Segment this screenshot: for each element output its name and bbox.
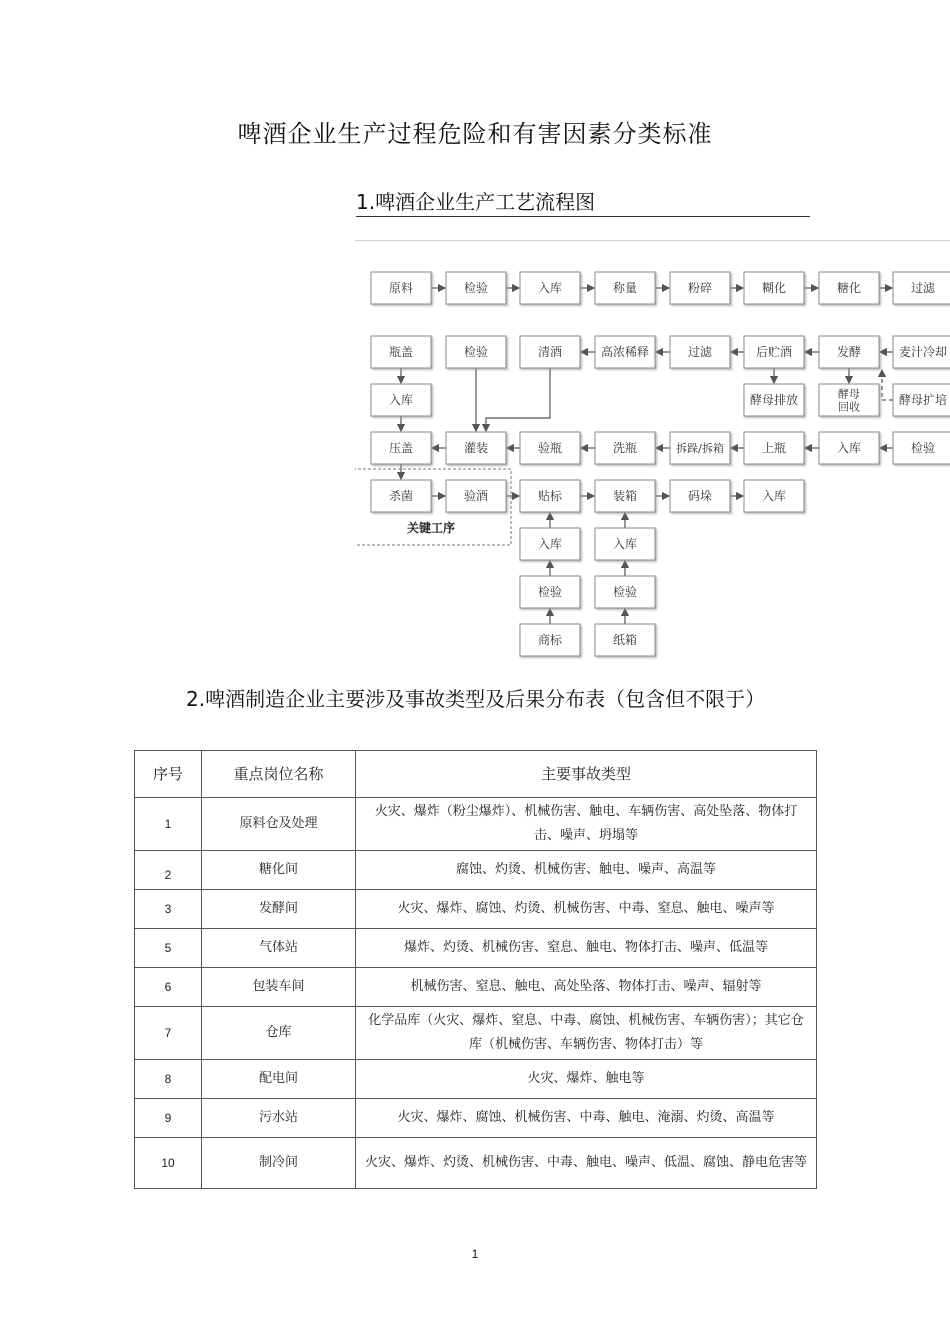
flow-node bbox=[446, 432, 506, 464]
flow-node bbox=[595, 528, 655, 560]
flow-node-label: 糖化 bbox=[836, 281, 862, 295]
row-no: 9 bbox=[135, 1099, 202, 1138]
table-row bbox=[135, 1007, 817, 1060]
flow-node-label: 清酒 bbox=[537, 345, 563, 359]
flow-node-label: 称量 bbox=[612, 281, 638, 295]
flow-node-label: 纸箱 bbox=[612, 633, 638, 647]
col-header-accidents: 主要事故类型 bbox=[356, 751, 817, 798]
row-accidents: 火灾、爆炸、触电等 bbox=[356, 1060, 817, 1099]
flow-node-label: 糊化 bbox=[761, 281, 787, 295]
flow-node-label: 检验 bbox=[612, 585, 638, 599]
row-accidents: 爆炸、灼烫、机械伤害、窒息、触电、物体打击、噪声、低温等 bbox=[356, 929, 817, 968]
table-row bbox=[135, 798, 817, 851]
flow-node-label: 入库 bbox=[836, 441, 862, 455]
flow-node bbox=[670, 272, 730, 304]
flow-node bbox=[371, 480, 431, 512]
flow-node bbox=[744, 272, 804, 304]
row-post: 包装车间 bbox=[202, 968, 356, 1007]
flow-node bbox=[744, 432, 804, 464]
flow-node-label: 压盖 bbox=[388, 441, 414, 455]
row-no: 7 bbox=[135, 1007, 202, 1060]
row-post: 糖化间 bbox=[202, 851, 356, 890]
flow-node-label: 酵母排放 bbox=[749, 393, 799, 407]
col-header-no: 序号 bbox=[135, 751, 202, 798]
row-post: 气体站 bbox=[202, 929, 356, 968]
row-post: 仓库 bbox=[202, 1007, 356, 1060]
flow-node-label: 入库 bbox=[537, 537, 563, 551]
row-accidents: 火灾、爆炸、灼烫、机械伤害、中毒、触电、噪声、低温、腐蚀、静电危害等 bbox=[356, 1138, 817, 1189]
row-no: 5 bbox=[135, 929, 202, 968]
flow-node bbox=[819, 432, 879, 464]
row-accidents: 火灾、爆炸、腐蚀、灼烫、机械伤害、中毒、窒息、触电、噪声等 bbox=[356, 890, 817, 929]
table-row bbox=[135, 1060, 817, 1099]
flow-node-label: 灌装 bbox=[463, 441, 489, 455]
flow-node bbox=[819, 384, 879, 416]
flow-node bbox=[371, 432, 431, 464]
flow-node-label: 入库 bbox=[612, 537, 638, 551]
flow-node-label: 入库 bbox=[537, 281, 563, 295]
row-no: 3 bbox=[135, 890, 202, 929]
row-post: 污水站 bbox=[202, 1099, 356, 1138]
flow-node-label: 检验 bbox=[463, 345, 489, 359]
flow-node bbox=[371, 272, 431, 304]
page-number: 1 bbox=[471, 1247, 479, 1261]
flow-node bbox=[520, 624, 580, 656]
row-no: 6 bbox=[135, 968, 202, 1007]
table-row bbox=[135, 1138, 817, 1189]
flow-node bbox=[520, 480, 580, 512]
table-row bbox=[135, 890, 817, 929]
row-post: 配电间 bbox=[202, 1060, 356, 1099]
flow-node bbox=[520, 336, 580, 368]
table-row bbox=[135, 929, 817, 968]
flow-node-label: 贴标 bbox=[537, 489, 563, 503]
col-header-post: 重点岗位名称 bbox=[202, 751, 356, 798]
flow-node-label: 码垛 bbox=[687, 489, 713, 503]
flow-node-label: 发酵 bbox=[836, 345, 862, 359]
table-header-row bbox=[135, 751, 817, 798]
flow-arrow bbox=[486, 368, 550, 431]
row-accidents: 腐蚀、灼烫、机械伤害、触电、噪声、高温等 bbox=[356, 851, 817, 890]
row-post: 原料仓及处理 bbox=[202, 798, 356, 851]
flow-node-label: 粉碎 bbox=[687, 281, 713, 295]
flow-node bbox=[371, 384, 431, 416]
flow-node bbox=[446, 480, 506, 512]
row-accidents: 火灾、爆炸、腐蚀、机械伤害、中毒、触电、淹溺、灼烫、高温等 bbox=[356, 1099, 817, 1138]
flow-node-label: 上瓶 bbox=[761, 441, 787, 455]
accident-table bbox=[134, 750, 817, 1189]
flow-node-label: 入库 bbox=[388, 393, 414, 407]
flow-node bbox=[595, 624, 655, 656]
table-row bbox=[135, 968, 817, 1007]
flow-node-label: 拆跺/拆箱 bbox=[676, 442, 724, 455]
table-row bbox=[135, 1099, 817, 1138]
flow-node-label: 验瓶 bbox=[537, 441, 563, 455]
row-post: 制冷间 bbox=[202, 1138, 356, 1189]
flow-node-label: 原料 bbox=[388, 281, 414, 295]
flow-node-label: 过滤 bbox=[910, 281, 936, 295]
flow-node-label: 酵母 bbox=[838, 387, 860, 401]
flow-node bbox=[744, 336, 804, 368]
flow-node bbox=[595, 432, 655, 464]
flow-node-label: 杀菌 bbox=[388, 489, 414, 503]
section-2-heading-text: 2.啤酒制造企业主要涉及事故类型及后果分布表（包含但不限于） bbox=[186, 687, 766, 711]
flow-node bbox=[520, 432, 580, 464]
flow-node bbox=[520, 528, 580, 560]
flow-node-label: 检验 bbox=[463, 281, 489, 295]
flow-node-label: 过滤 bbox=[687, 345, 713, 359]
flow-node bbox=[893, 432, 950, 464]
flow-node bbox=[819, 336, 879, 368]
flow-node-label: 回收 bbox=[838, 400, 860, 414]
page-title: 啤酒企业生产过程危险和有害因素分类标准 bbox=[237, 120, 713, 148]
flow-node-label: 验酒 bbox=[463, 489, 489, 503]
row-accidents: 化学品库（火灾、爆炸、窒息、中毒、腐蚀、机械伤害、车辆伤害）；其它仓库（机械伤害、车辆伤害、物体打击）等 bbox=[356, 1007, 817, 1060]
flow-node bbox=[670, 480, 730, 512]
flow-node bbox=[744, 384, 804, 416]
flow-node-label: 酵母扩培 bbox=[898, 393, 948, 407]
flow-node-label: 麦汁冷却 bbox=[898, 345, 948, 359]
row-no: 2 bbox=[135, 851, 202, 890]
flow-node-label: 入库 bbox=[761, 489, 787, 503]
row-no: 8 bbox=[135, 1060, 202, 1099]
flowchart-canvas bbox=[355, 240, 950, 662]
flow-node bbox=[595, 272, 655, 304]
row-no: 1 bbox=[135, 798, 202, 851]
row-post: 发酵间 bbox=[202, 890, 356, 929]
flow-node bbox=[446, 272, 506, 304]
flow-node-label: 检验 bbox=[910, 441, 936, 455]
table-row bbox=[135, 851, 817, 890]
process-flowchart bbox=[355, 240, 950, 662]
flow-node bbox=[670, 336, 730, 368]
flow-node bbox=[744, 480, 804, 512]
section-1-heading: 1.啤酒企业生产工艺流程图 bbox=[356, 186, 810, 217]
flow-node bbox=[670, 432, 730, 464]
flow-node bbox=[893, 384, 950, 416]
flow-node-label: 检验 bbox=[537, 585, 563, 599]
row-accidents: 火灾、爆炸（粉尘爆炸）、机械伤害、触电、车辆伤害、高处坠落、物体打击、噪声、坍塌等 bbox=[356, 798, 817, 851]
flow-node bbox=[595, 576, 655, 608]
section-2-heading bbox=[134, 686, 824, 712]
flow-node bbox=[595, 336, 655, 368]
flow-node-label: 高浓稀释 bbox=[600, 345, 650, 359]
flow-node bbox=[595, 480, 655, 512]
flow-node bbox=[893, 336, 950, 368]
flow-node bbox=[819, 272, 879, 304]
flow-node bbox=[371, 336, 431, 368]
row-accidents: 机械伤害、窒息、触电、高处坠落、物体打击、噪声、辐射等 bbox=[356, 968, 817, 1007]
flow-node-label: 装箱 bbox=[612, 489, 638, 503]
yeast-dashed-arrow bbox=[882, 370, 893, 400]
flow-node-label: 后贮酒 bbox=[755, 345, 793, 359]
flow-node bbox=[893, 272, 950, 304]
flow-node bbox=[446, 336, 506, 368]
flow-node-label: 瓶盖 bbox=[388, 345, 414, 359]
flow-node-label: 洗瓶 bbox=[612, 441, 638, 455]
row-no: 10 bbox=[135, 1138, 202, 1189]
flow-node-label: 商标 bbox=[537, 633, 563, 647]
flow-node bbox=[520, 576, 580, 608]
flow-node bbox=[520, 272, 580, 304]
key-process-label: 关键工序 bbox=[406, 521, 456, 535]
